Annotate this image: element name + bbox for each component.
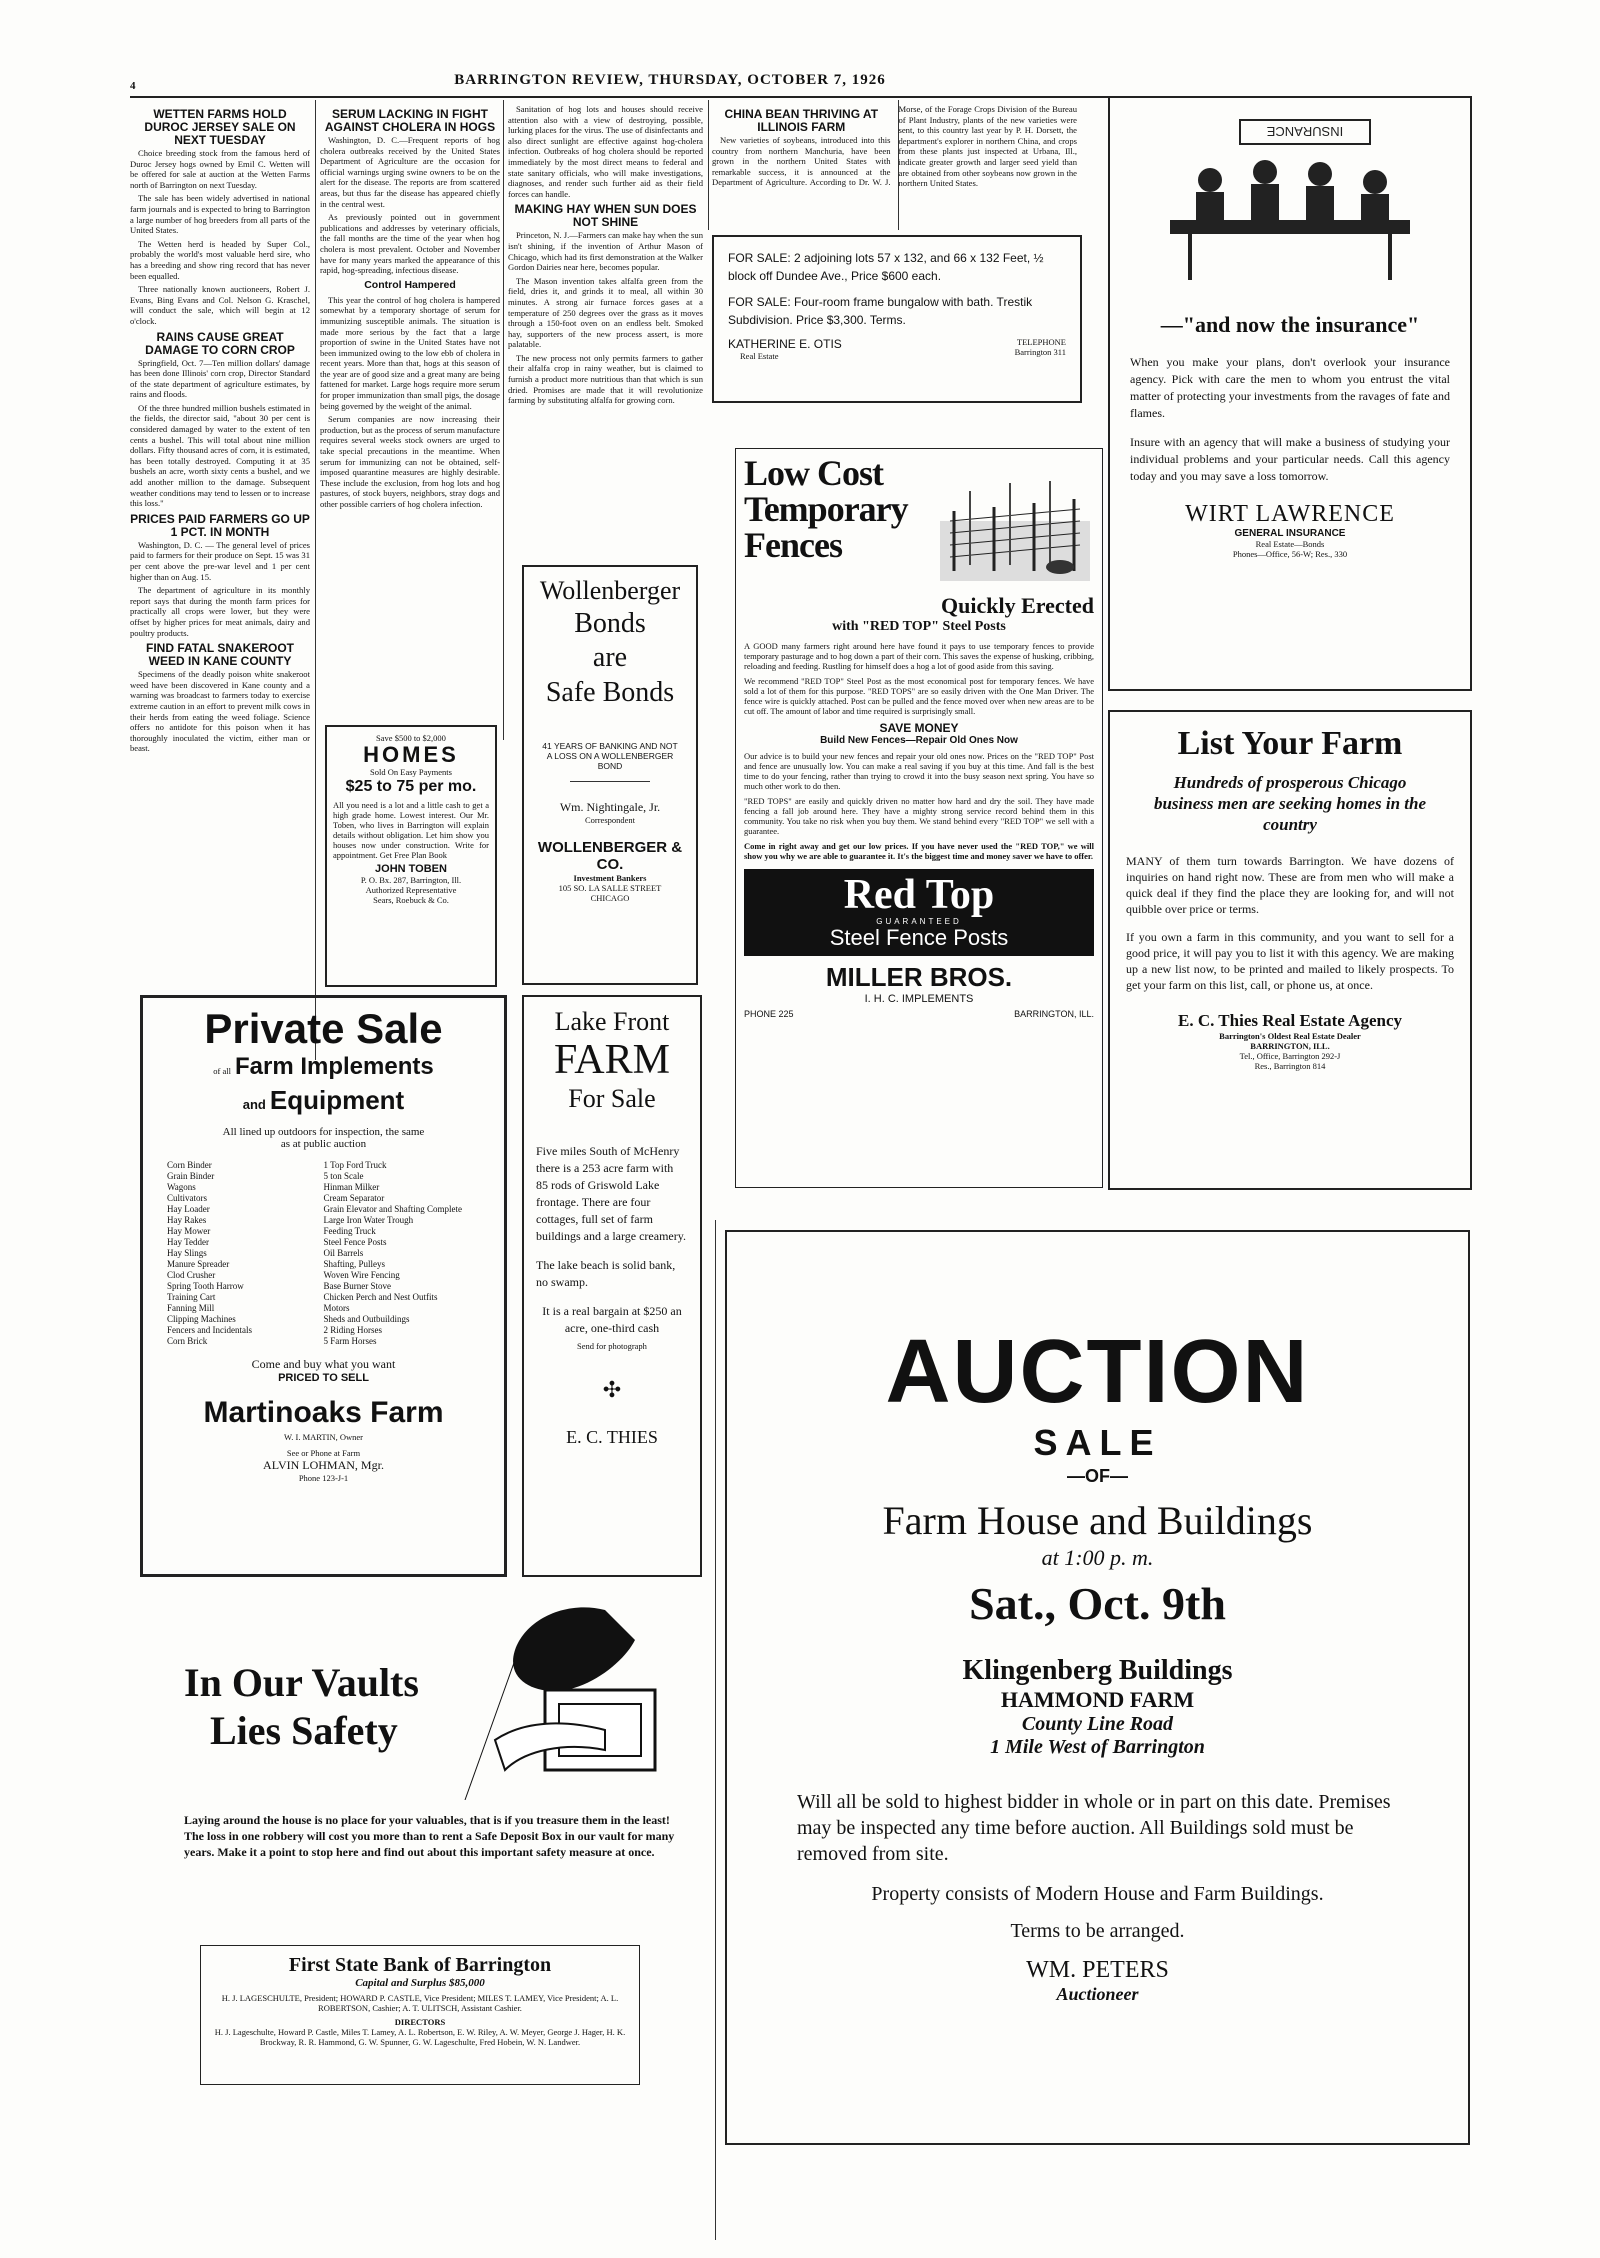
ad-firm: WM. PETERS xyxy=(1026,1957,1169,1983)
ad-line: H. J. Lageschulte, Howard P. Castle, Miles T. Lamey, A. L. Robertson, E. W. Riley, A. W. Meyer, George J. Hager, H. K. Brockway, R. R. Hammond, G. W. Spunner, G. W. Lageschulte, Fred Hobein, W. N. Landwer. xyxy=(214,2027,626,2047)
ad-title: Wollenberger xyxy=(539,576,681,605)
news-column-2 xyxy=(320,104,500,719)
ad-title: Private Sale xyxy=(204,1005,443,1052)
banner-sub: GUARANTEED xyxy=(876,917,962,926)
ad-line: All lined up outdoors for inspection, the same xyxy=(222,1126,425,1138)
list-item: Corn Binder xyxy=(167,1160,212,1170)
list-item: Sheds and Outbuildings xyxy=(323,1314,410,1324)
story-paragraph: Sanitation of hog lots and houses should receive attention also with a view of destroying, possible, lurking places for the virus. The use of disinfectants and also direct sunlight are effective against hog-cholera infection. Outbreaks of hog cholera should be reported immediately by the most direct means to federal and state sanitary officials, who will make investigations, diagnoses, and render such further aid as their field forces can handle. xyxy=(508,104,703,199)
ad-line: County Line Road xyxy=(1021,1713,1174,1735)
ad-firm: First State Bank of Barrington xyxy=(288,1954,552,1976)
ad-body: Will all be sold to highest bidder in whole or in part on this date. Premises may be inspected any time before auction. All Buildings sold must be removed from site. xyxy=(797,1791,1391,1865)
ad-line: 1 Mile West of Barrington xyxy=(990,1736,1205,1758)
column-rule xyxy=(315,100,316,1060)
ad-line: at 1:00 p. m. xyxy=(1041,1545,1154,1570)
fence-illustration-icon xyxy=(940,461,1090,581)
headline-serum: SERUM LACKING IN FIGHT AGAINST CHOLERA IN HOGS xyxy=(324,107,496,134)
list-item: Fanning Mill xyxy=(167,1303,215,1313)
story-paragraph: The sale has been widely advertised in national farm journals and is expected to bring to Barrington a large number of hog breeders from all parts of the United States. xyxy=(130,193,310,236)
ad-body: MANY of them turn towards Barrington. We have dozens of inquiries on hand right now. These are from men who will make a quick deal if they find the place they are looking for, and will not quibble over price or terms. xyxy=(1126,854,1454,916)
headline-prices: PRICES PAID FARMERS GO UP 1 PCT. IN MONTH xyxy=(130,511,310,539)
ad-line: Klingenberg Buildings xyxy=(962,1655,1233,1686)
ad-body: "RED TOPS" are easily and quickly driven no matter how hard and dry the soil. They have made fencing a fall job around here. They have a mighty strong service record behind them in this community. You take no risk when you buy them. We stand behind every "RED TOP" we sell with a guarantee. xyxy=(744,796,1094,836)
ad-line: Capital and Surplus $85,000 xyxy=(355,1977,485,1989)
list-item: Feeding Truck xyxy=(323,1226,376,1236)
list-item: Wagons xyxy=(167,1182,196,1192)
news-column-1 xyxy=(130,104,310,964)
list-item: Cultivators xyxy=(167,1193,207,1203)
agent-name: KATHERINE E. OTIS xyxy=(728,337,842,351)
ad-title: SALE xyxy=(1033,1422,1162,1463)
story-paragraph: Washington, D. C.—Frequent reports of hog cholera outbreaks received by the United States Department of Agriculture are the occasion for official warnings urging swine owners to be on the alert for the disease. The reports are from scattered areas, but thus far the disease has appeared chiefly in the central west. xyxy=(320,135,500,209)
ad-body: Come in right away and get our low prices. If you have never used the "RED TOP," we will show you why we are able to guarantee it. It's the biggest time and money saver we have to offer. xyxy=(744,841,1094,861)
list-item: Clod Crusher xyxy=(167,1270,216,1280)
ad-line: W. I. MARTIN, Owner xyxy=(284,1432,363,1442)
story-paragraph: As previously pointed out in government publications and addresses by veterinary officials, the fall months are the time of the year when hog cholera is most prevalent. October and November have for many years marked the appearance of this rapid, hog-spreading, infectious disease. xyxy=(320,212,500,276)
ad-line: Phones—Office, 56-W; Res., 330 xyxy=(1232,549,1348,559)
ad-line: Investment Bankers xyxy=(573,873,647,883)
agent-role: Real Estate xyxy=(740,351,779,361)
ad-line: DIRECTORS xyxy=(394,2017,446,2027)
page-number: 4 xyxy=(130,80,137,92)
ad-title: Lies Safety xyxy=(210,1708,398,1753)
story-paragraph: The Wetten herd is headed by Super Col., probably the world's most valuable herd sire, who has a breeding and show ring record that has never been equalled. xyxy=(130,238,310,281)
ad-line: BARRINGTON, ILL. xyxy=(1250,1041,1330,1051)
list-item: Grain Binder xyxy=(167,1171,215,1181)
story-paragraph: The Mason invention takes alfalfa green from the field, dries it, and grinds it to meal, all within 30 minutes. A strong air furnace forces gases at a temperature of 250 degrees over the grass as it moves through a 150-foot oven on an endless belt. Smoked hay, supporters of the new process assert, is more palatable. xyxy=(508,275,703,350)
tel-number: Barrington 311 xyxy=(1014,347,1066,357)
headline-snakeroot: FIND FATAL SNAKEROOT WEED IN KANE COUNTY xyxy=(146,641,294,669)
story-paragraph: Springfield, Oct. 7—Ten million dollars' damage has been done Illinois' corn crop, Director Standard of the state department of agriculture estimates, by rains and floods. xyxy=(130,357,310,400)
ad-line: —OF— xyxy=(1067,1466,1128,1486)
ad-body: Insure with an agency that will make a business of studying your individual problems and your particular needs. Call this agency today and you may save a loss tomorrow. xyxy=(1130,435,1450,483)
list-item: 5 Farm Horses xyxy=(323,1336,377,1346)
ad-body: When you make your plans, don't overlook your insurance agency. Pick with care the men to whom you entrust the vital matter of protecting your investments from the ravages of fate and flames. xyxy=(1130,355,1450,420)
ad-line: Send for photograph xyxy=(577,1341,647,1351)
story-paragraph: The new process not only permits farmers to gather their alfalfa crop in rainy weather, but is claimed to furnish a product more nutritious than that which is sun dried. Promises are made that it will revolutionize farming by substituting alfalfa for growing corn. xyxy=(508,352,703,406)
bank-ad-top xyxy=(140,1600,705,1930)
ad-title: FARM xyxy=(554,1037,670,1083)
list-item: Hay Mower xyxy=(167,1226,211,1236)
masthead xyxy=(130,72,1210,98)
implement-list xyxy=(153,1160,494,1347)
story-paragraph: Choice breeding stock from the famous herd of Duroc Jersey hogs owned by Emil C. Wetten will be offered for sale at auction at the Wetten Farms north of Barrington on next Tuesday. xyxy=(130,148,310,190)
story-paragraph: New varieties of soybeans, introduced into this country from northern Manchuria, have been grown in the northern United States with remarkable success, it is announced at the Department of Agriculture. According to Dr. W. J. Morse, of the Forage Crops Division of the Bureau of Plant Industry, plants of the new varieties were sent, to this country last year by P. H. Dorsett, the department's explorer in northern China, and crops from these plants just inspected at Urbana, Ill., indicate greater growth and larger seed yield than are obtained from other soybeans now grown in the northern United States. xyxy=(712,104,1077,189)
story-paragraph: Of the three hundred million bushels estimated in the fields, the director said, "about 30 per cent is considered damaged by water to the extent of ten cents a bushel. This will total about nine million dollars. Fifty thousand acres of corn, it is estimated, has been totally destroyed. Computing it at 35 bushels an acre, worth sixty cents a bushel, and we add another million to the damage. Subsequent weather conditions may tend to lessen or to increase this loss." xyxy=(130,402,310,509)
ad-name: JOHN TOBEN xyxy=(375,863,447,875)
ad-city: BARRINGTON, ILL. xyxy=(1014,1009,1094,1019)
insurance-ad xyxy=(1108,96,1472,691)
ad-title: —"and now the insurance" xyxy=(1160,312,1420,337)
story-paragraph: The department of agriculture in its monthly report says that during the month farm prices for practically all crops were lower, but they were offset by higher prices for meat animals, dairy and poultry products. xyxy=(130,585,310,638)
ad-line: Terms to be arranged. xyxy=(1010,1920,1185,1942)
story-paragraph: Serum companies are now increasing their production, but as the process of serum manufacture requires several weeks stock owners are urged to take special precautions in the meantime. When serum for immunizing can not be obtained, self-imposed quarantine measures are highly desirable. These include the exclusion, from hog lots and hog pastures, of stock buyers, neighbors, stray dogs and other possible carriers of hog cholera infection. xyxy=(320,414,500,509)
ad-subhead: Build New Fences—Repair Old Ones Now xyxy=(820,735,1018,746)
ad-subtitle: Farm Implements xyxy=(234,1053,434,1080)
ad-body: The lake beach is solid bank, no swamp. xyxy=(536,1258,676,1289)
list-item: Hay Slings xyxy=(167,1248,207,1258)
list-item: Base Burner Stove xyxy=(323,1281,391,1291)
list-item: 5 ton Scale xyxy=(323,1171,364,1181)
ad-firm: Martinoaks Farm xyxy=(203,1396,444,1429)
list-item: Fencers and Incidentals xyxy=(167,1325,252,1335)
ad-title: List Your Farm xyxy=(1177,725,1403,762)
ad-name: Wm. Nightingale, Jr. xyxy=(559,800,661,814)
ad-title: Lake Front xyxy=(554,1007,670,1036)
list-item: Hinman Milker xyxy=(323,1182,380,1192)
for-sale-box xyxy=(712,235,1082,403)
ad-line: Authorized Representative xyxy=(365,885,457,895)
ad-body: Property consists of Modern House and Farm Buildings. xyxy=(871,1883,1324,1905)
ad-subtitle: Equipment xyxy=(269,1085,405,1115)
story-paragraph: Specimens of the deadly poison white snakeroot weed have been discovered in Kane county and a warning was broadcast to farmers today to exercise extreme caution in an effort to prevent milk cows in their herds from eating the weed foliage. Science offers no antidote for this poison when it has thoroughly inoculated the victim, either man or beast. xyxy=(130,669,310,754)
ad-line: Save $500 to $2,000 xyxy=(376,733,446,743)
list-farm-ad xyxy=(1108,710,1472,1190)
story-paragraph: This year the control of hog cholera is hampered somewhat by a temporary shortage of serum for immunizing susceptible animals. The situation is made more serious by the fact that a large proportion of swine in the United States have not been immunized owing to the low ebb of cholera in recent years. More than that, hogs at this season of the year are of good size and a great many are being fattened for market. Large hogs require more serum for proper immunization than small pigs, the dosage being governed by the weight of the animal. xyxy=(320,294,500,411)
ad-title: In Our Vaults xyxy=(184,1660,419,1705)
subhead: Control Hampered xyxy=(364,278,456,291)
ad-subtitle: Quickly Erected xyxy=(941,593,1094,618)
story-paragraph: Princeton, N. J.—Farmers can make hay when the sun isn't shining, if the invention of Arthur Mason of Chicago, which had its first demonstration at the Walker Gordon Dairies near here, becomes popular. xyxy=(508,230,703,273)
ad-phone: PHONE 225 xyxy=(744,1009,794,1019)
headline-china-bean: CHINA BEAN THRIVING AT ILLINOIS FARM xyxy=(724,107,879,134)
ad-line: See or Phone at Farm xyxy=(286,1448,361,1458)
ad-subtitle: Hundreds of prosperous Chicago business men are seeking homes in the country xyxy=(1153,773,1427,834)
ad-title: Low Cost Temporary Fences xyxy=(744,453,908,565)
list-item: 2 Riding Horses xyxy=(323,1325,382,1335)
lake-farm-ad xyxy=(522,995,702,1577)
ad-line: H. J. LAGESCHULTE, President; HOWARD P. CASTLE, Vice President; MILES T. LAMEY, Vice President; A. L. ROBERTSON, Cashier; A. T. ULITSCH, Assistant Cashier. xyxy=(221,1993,619,2013)
homes-ad xyxy=(325,725,497,987)
column-rule xyxy=(708,100,709,230)
banner-title: Red Top xyxy=(843,872,995,918)
ad-body: It is a real bargain at $250 an acre, one-third cash xyxy=(542,1304,682,1335)
list-item: Motors xyxy=(323,1303,350,1313)
list-item: Steel Fence Posts xyxy=(323,1237,387,1247)
list-item: Grain Elevator and Shafting Complete xyxy=(323,1204,462,1214)
ad-body: Laying around the house is no place for your valuables, that is if you treasure them in the least! The loss in one robbery will cost you more than to rent a Safe Deposit Box in our vault for many years. Make it a point to stop here and find out about this important safety measure at once. xyxy=(184,1813,675,1859)
ad-body: Our advice is to build your new fences and repair your old ones now. Prices on the "RED TOP" Post and fence are unusually low. You can make a real saving if you buy at this time. And fall is the best time to do your fencing, rather than trying to crowd it into the busy season next spring. You have so much other work to do then. xyxy=(744,751,1094,791)
ad-body: If you own a farm in this community, and you want to sell for a good price, it will pay you to list it with this agency. We are making up a new list now, to be printed and mailed to likely prospects. To get your farm on this list, call, or phone us, at once. xyxy=(1126,930,1454,992)
list-item: Cream Separator xyxy=(323,1193,385,1203)
ad-body: We recommend "RED TOP" Steel Post as the most economical post for temporary fences. We have sold a lot of them for this purpose. "RED TOPS" are so easily driven with the One Man Driver. The fence wire is quickly attached. Post can be pulled and the fence moved over when new areas are to be cut off. The amount of labor and time required is surprisingly small. xyxy=(744,676,1094,716)
list-item: Hay Loader xyxy=(167,1204,210,1214)
list-item: Corn Brick xyxy=(167,1336,208,1346)
ad-line: Real Estate—Bonds xyxy=(1255,539,1325,549)
list-item: Hay Tedder xyxy=(167,1237,209,1247)
masthead-title: BARRINGTON REVIEW, THURSDAY, OCTOBER 7, 1926 xyxy=(454,72,886,88)
ad-line: of all xyxy=(213,1066,231,1076)
ad-title: AUCTION xyxy=(885,1322,1310,1422)
ad-line: Sears, Roebuck & Co. xyxy=(373,895,449,905)
banner-title: Steel Fence Posts xyxy=(829,925,1009,950)
divider xyxy=(570,781,650,782)
ad-firm: MILLER BROS. xyxy=(825,962,1013,992)
ad-line: Auctioneer xyxy=(1056,1984,1139,2004)
ad-subtitle: with "RED TOP" Steel Posts xyxy=(832,619,1006,634)
ad-body: All you need is a lot and a little cash to get a high grade home. Lowest interest. Our Mr. Toben, who lives in Barrington will explain details without obligation. Let him show you houses now under construction. Write for appointment. Get Free Plan Book xyxy=(333,800,489,860)
red-top-banner xyxy=(744,869,1094,956)
ad-line: Phone 123-J-1 xyxy=(298,1473,349,1483)
implement-list-right xyxy=(324,1160,481,1347)
dagger-ornament-icon: ✣ xyxy=(602,1377,622,1402)
list-item: Woven Wire Fencing xyxy=(323,1270,400,1280)
private-sale-ad xyxy=(140,995,507,1577)
insurance-meeting-illustration-icon xyxy=(1130,110,1450,300)
ad-line: Barrington's Oldest Real Estate Dealer xyxy=(1219,1031,1361,1041)
ad-title: are xyxy=(592,642,628,673)
ad-subhead: SAVE MONEY xyxy=(879,721,959,735)
ad-line: Come and buy what you want xyxy=(251,1357,396,1371)
listing: FOR SALE: 2 adjoining lots 57 x 132, and 66 x 132 Feet, ½ block off Dundee Ave., Price $600 each. xyxy=(728,251,1044,283)
listing: FOR SALE: Four-room frame bungalow with bath. Trestik Subdivision. Price $3,300. Terms. xyxy=(728,295,1033,327)
story-paragraph: Washington, D. C. — The general level of prices paid to farmers for their produce on Sept. 15 was 31 per cent above the pre-war level and 1 per cent higher than on Aug. 15. xyxy=(130,539,310,582)
insurance-sign: INSURANCE xyxy=(1266,124,1344,139)
news-column-4 xyxy=(712,104,1077,234)
ad-line: ALVIN LOHMAN, Mgr. xyxy=(263,1458,384,1472)
list-item: Large Iron Water Trough xyxy=(323,1215,414,1225)
list-item: Training Cart xyxy=(167,1292,216,1302)
list-item: Clipping Machines xyxy=(167,1314,236,1324)
bank-ad-box xyxy=(200,1945,640,2085)
ad-title: Bonds xyxy=(574,608,646,639)
list-item: Chicken Perch and Nest Outfits xyxy=(323,1292,438,1302)
ad-line: Correspondent xyxy=(584,815,636,825)
list-item: Oil Barrels xyxy=(323,1248,364,1258)
auction-ad xyxy=(725,1230,1470,2145)
ad-price: $25 to 75 per mo. xyxy=(345,778,477,795)
ad-address: P. O. Bx. 287, Barrington, Ill. xyxy=(360,875,462,885)
ad-line: and xyxy=(242,1097,266,1112)
headline-duroc: WETTEN FARMS HOLD DUROC JERSEY SALE ON NEXT TUESDAY xyxy=(144,107,296,147)
hand-safe-illustration-icon xyxy=(455,1600,695,1800)
ad-line: PRICED TO SELL xyxy=(278,1372,369,1384)
list-item: Manure Spreader xyxy=(167,1259,230,1269)
ad-title: Safe Bonds xyxy=(545,677,675,708)
ad-line: CHICAGO xyxy=(590,893,630,903)
implement-list-left xyxy=(167,1160,324,1347)
headline-rains: RAINS CAUSE GREAT DAMAGE TO CORN CROP xyxy=(145,329,295,357)
headline-hay: MAKING HAY WHEN SUN DOES NOT SHINE xyxy=(514,202,697,230)
ad-title: HOMES xyxy=(363,742,459,767)
column-rule xyxy=(503,100,504,740)
column-rule xyxy=(715,1220,716,2240)
bonds-ad xyxy=(522,565,698,985)
news-column-3 xyxy=(508,104,703,564)
ad-line: HAMMOND FARM xyxy=(1000,1687,1195,1712)
ad-line: Tel., Office, Barrington 292-J xyxy=(1239,1051,1341,1061)
ad-line: Sold On Easy Payments xyxy=(370,767,452,777)
ad-body: A GOOD many farmers right around here have found it pays to use temporary fences to provide temporary pasturage and to hog down a part of their corn. This saves the expense of husking, cribbing, reloading and feeding. Rustling for himself does a hog a lot of good aside from this saving. xyxy=(744,641,1094,671)
ad-body: Five miles South of McHenry there is a 253 acre farm with 85 rods of Griswold Lake frontage. There are four cottages, full set of farm buildings and a large creamery. xyxy=(536,1144,686,1243)
list-item: Spring Tooth Harrow xyxy=(167,1281,244,1291)
ad-line: 41 YEARS OF BANKING AND NOT A LOSS ON A WOLLENBERGER BOND xyxy=(542,741,678,771)
ad-line: GENERAL INSURANCE xyxy=(1234,528,1346,539)
ad-date: Sat., Oct. 9th xyxy=(969,1578,1226,1629)
ad-line: 105 SO. LA SALLE STREET xyxy=(558,883,662,893)
tel-label: TELEPHONE xyxy=(1016,337,1066,347)
ad-firm: E. C. THIES xyxy=(566,1427,658,1447)
ad-firm: E. C. Thies Real Estate Agency xyxy=(1178,1011,1402,1030)
list-item: 1 Top Ford Truck xyxy=(323,1160,387,1170)
ad-line: I. H. C. IMPLEMENTS xyxy=(864,993,974,1005)
list-item: Shafting, Pulleys xyxy=(323,1259,386,1269)
ad-line: Res., Barrington 814 xyxy=(1254,1061,1326,1071)
ad-line: as at public auction xyxy=(280,1138,367,1150)
ad-firm: WIRT LAWRENCE xyxy=(1185,501,1395,527)
story-paragraph: Three nationally known auctioneers, Robert J. Evans, Bing Evans and Col. Nelson G. Kraschel, will conduct the sale, which will begin at 12 o'clock. xyxy=(130,284,310,326)
ad-firm: WOLLENBERGER & CO. xyxy=(537,839,683,873)
red-top-ad xyxy=(735,448,1103,1188)
ad-title: For Sale xyxy=(568,1084,656,1113)
list-item: Hay Rakes xyxy=(167,1215,207,1225)
ad-subtitle: Farm House and Buildings xyxy=(882,1498,1313,1543)
